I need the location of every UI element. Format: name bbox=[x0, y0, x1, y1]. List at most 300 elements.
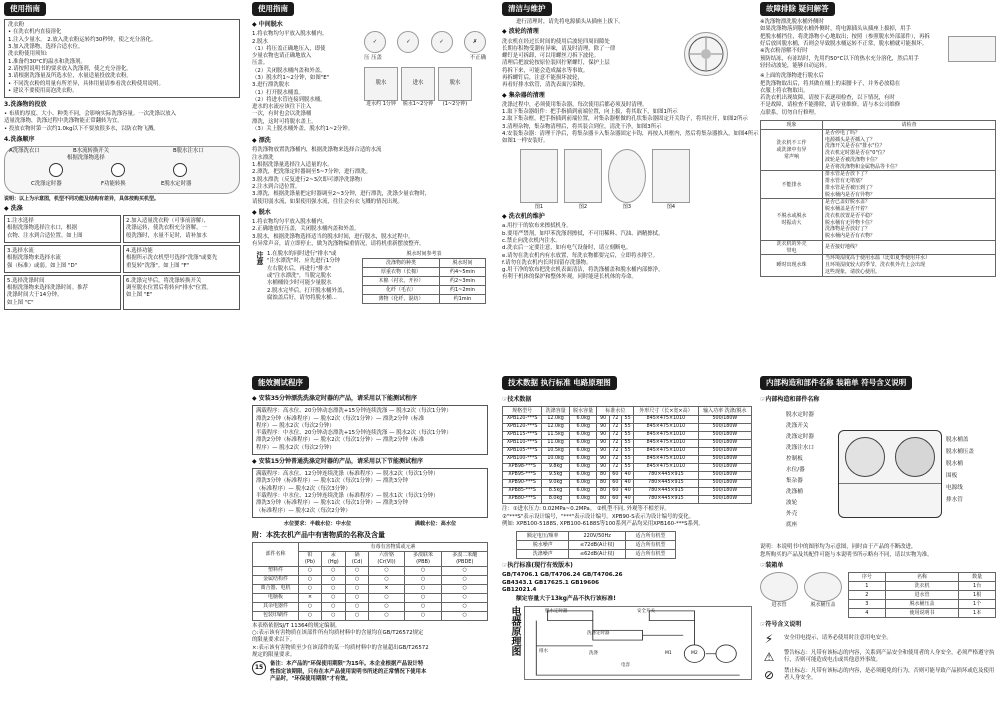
text-line: 半载程序：中水位、20分钟动态漂洗+15分钟连续洗涤 — 脱水2次（每次1分钟） bbox=[256, 430, 452, 437]
table-cell: 离合器、电机 bbox=[253, 584, 299, 593]
table-cell: ○ bbox=[345, 584, 369, 593]
care-body bbox=[502, 223, 746, 281]
table-cell: 金属结构件 bbox=[253, 575, 299, 584]
text-line: 2.取下集杂框，把手指插到前端位置，对集杂器框做的孔状集杂器固定开关钩子，将其拉开，如图2所示 bbox=[502, 116, 748, 123]
text-line: 如图1一样安装好。 bbox=[502, 138, 549, 145]
table-cell: ○ bbox=[369, 611, 404, 620]
table-cell: ○ bbox=[369, 602, 404, 611]
text-line: 把洗涤物取出后，将其做在桶上的束腰卡子，并务必放稳在 bbox=[760, 80, 901, 87]
filter-figures bbox=[520, 149, 746, 203]
table-cell: 500/180W bbox=[698, 456, 751, 464]
lid-icons bbox=[364, 31, 486, 53]
spec-col: 标准水位 bbox=[597, 407, 634, 416]
motor-label: M1 bbox=[665, 650, 672, 656]
text-line: 或"注水漂洗"。当脱完脱水 bbox=[267, 273, 332, 280]
table-row bbox=[761, 255, 996, 276]
spin-body bbox=[252, 219, 486, 248]
table-cell: 11.0kg bbox=[542, 440, 570, 448]
table-cell: ○ bbox=[404, 602, 442, 611]
table-cell: ○ bbox=[345, 593, 369, 602]
table-cell: 72 bbox=[609, 464, 621, 472]
structure-figure bbox=[760, 406, 996, 542]
press-lid-icon bbox=[804, 572, 842, 602]
table-cell: 780×445×915 bbox=[634, 472, 698, 480]
spin-caption: (1~2分钟) bbox=[442, 100, 468, 107]
program-title: ◆ 安装35分钟漂洗洗涤定时器的产品，请采用以下能测试程序 bbox=[252, 395, 418, 403]
circuit-label: 排水 bbox=[539, 648, 548, 654]
table-cell: 不脱水或脱水 时振动大 bbox=[761, 199, 823, 241]
text-line: （1）将压盖正确地压入，即使 bbox=[252, 45, 326, 52]
table-cell: 6.0kg bbox=[569, 456, 597, 464]
text-line: ※洗涤物漂洗脱水桶外侧时 bbox=[760, 19, 824, 26]
table-cell: 6.0kg bbox=[569, 424, 597, 432]
pack-label: 进水管 bbox=[771, 601, 787, 608]
text-line: ※上面的洗涤物进行脱水后 bbox=[760, 73, 824, 80]
table-cell: XPB80-***S bbox=[503, 496, 542, 504]
part-label: 脱水定时器 bbox=[786, 412, 814, 419]
text-line: 洗衣粉 bbox=[8, 22, 25, 29]
warning-triangle-icon: ⚠ bbox=[763, 650, 775, 665]
part-label: 洗涤定时器 bbox=[786, 434, 814, 441]
spec-col: 外形尺寸（长×宽×高） bbox=[634, 407, 698, 416]
text-line: 3.漂洗，根据洗涤量把定时器调至2~3分钟，进行漂洗，洗涤少量衣物时， bbox=[252, 191, 431, 198]
rinse-title: ◆ 漂洗 bbox=[252, 137, 271, 145]
table-cell: ≤72dB(A计权) bbox=[569, 541, 625, 550]
detergent-box bbox=[4, 19, 240, 98]
flow-switch-icon[interactable] bbox=[111, 163, 125, 177]
filter-title: ◆ 集杂器的清理 bbox=[502, 91, 545, 99]
text-line: 预防结冻，有冻结时，先用约50°C以下的热水充分溶化，然后用手 bbox=[760, 55, 919, 62]
panel-label: A洗涤洗衣口 bbox=[9, 148, 40, 155]
text-line: 适量洗涤物，洗涤过程中洗涤物能正常翻转为宜。 bbox=[4, 118, 123, 125]
text-line: b.要用严禁剂，如甲苯洗涤剂擦拭，不可用稀料、汽油、酒精擦拭。 bbox=[502, 230, 664, 237]
table-cell: 约2~3min bbox=[439, 276, 485, 285]
table-cell: ○ bbox=[404, 611, 442, 620]
table-cell: 6.0kg bbox=[569, 496, 597, 504]
text-line: 轻轻动波轮，能够自动运转。 bbox=[760, 62, 831, 69]
section-header: 使用指南 bbox=[4, 2, 46, 16]
text-line: GB/T4706.1 GB/T4706.24 GB/T4706.26 bbox=[502, 572, 623, 579]
spec-col: 输入功率 洗涤/脱水 bbox=[698, 407, 751, 416]
table-cell: 55 bbox=[621, 424, 633, 432]
packing-table bbox=[848, 572, 996, 618]
table-cell: ○ bbox=[369, 575, 404, 584]
table-row bbox=[503, 488, 752, 496]
table-row bbox=[761, 199, 996, 241]
text-line: • 在洗衣机内直接溶化 bbox=[8, 29, 62, 36]
table-cell: × bbox=[299, 593, 322, 602]
text-line: 长期存积物受潮有异味，请及时清理，除了一律 bbox=[502, 45, 616, 52]
lid-correct-icon: ✓ bbox=[397, 31, 419, 53]
text-line: 1.准备约30°C的温水和洗涤剂。 bbox=[8, 58, 86, 65]
table-cell: 500/180W bbox=[698, 432, 751, 440]
table-row bbox=[503, 416, 752, 424]
table-cell: 72 bbox=[609, 432, 621, 440]
structure-note bbox=[760, 544, 996, 559]
pulsator-icon bbox=[684, 32, 728, 76]
table-row bbox=[849, 590, 996, 599]
part-label: 外壳 bbox=[786, 511, 798, 518]
hazard-notes bbox=[252, 623, 488, 659]
text-line: 洗衣机在经过长时间的使用后波轮四周间隙处 bbox=[502, 38, 610, 45]
table-row bbox=[503, 480, 752, 488]
section-header: 内部构造和部件名称 装箱单 符号含义说明 bbox=[760, 376, 912, 390]
section-header: 技术数据 执行标准 电路原理图 bbox=[502, 376, 617, 390]
table-row bbox=[761, 171, 996, 199]
text-line: 有异常声音，请立即停止，做为洗涤物偏重情况，请将机重新摆放整齐。 bbox=[252, 240, 425, 247]
table-cell: ○ bbox=[321, 602, 345, 611]
panel-troubleshooting bbox=[760, 2, 996, 352]
spin-title: ◆ 脱水 bbox=[252, 208, 271, 216]
table-cell: XPB110-***S bbox=[503, 440, 542, 448]
wash-step-3: 3.选择水流 根据洗涤物来选择水流 强（标准）或弱。如上图 "D" bbox=[4, 245, 121, 273]
table-cell: XPB120-***S bbox=[503, 416, 542, 424]
spec-notes bbox=[502, 506, 752, 528]
figure-caption: 图2 bbox=[578, 204, 588, 211]
table-cell: ○ bbox=[442, 584, 488, 593]
text-line: 进水的水流应该往下注入 bbox=[252, 104, 312, 111]
part-label: 洗涤桶 bbox=[786, 489, 803, 496]
table-cell: 60 bbox=[609, 488, 621, 496]
table-cell: 40 bbox=[621, 480, 633, 488]
text-line: 例如: XPB100-5188S, XPB100-6188S等100系列产品均采用XPB160-***S系列。 bbox=[502, 520, 704, 527]
text-line: 3.脱水漂洗（反复进行2~3次即可漂净洗涤物） bbox=[252, 176, 366, 183]
table-cell: 55 bbox=[621, 416, 633, 424]
spec-col: 规格型号 bbox=[503, 407, 542, 416]
table-cell: 使用说明书 bbox=[885, 608, 958, 617]
text-line: 好后放回脱水桶，否则会导致脱水桶运转不正常，脱水桶就可能损坏。 bbox=[760, 41, 928, 48]
table-cell: 55 bbox=[621, 464, 633, 472]
table-cell: 6.0kg bbox=[569, 448, 597, 456]
table-cell: ○ bbox=[321, 584, 345, 593]
pack-col: 序号 bbox=[849, 572, 886, 581]
table-cell: 厚重衣物（长棉） bbox=[363, 267, 440, 276]
text-line: f.请勿在洗衣机内长时间留存洗涤物。 bbox=[502, 259, 592, 266]
text-line: ②"***S"表示设计编号，"***"表示设计编号。XPB90-S表示为设计编号的变化。 bbox=[502, 513, 694, 520]
table-cell: ○ bbox=[321, 566, 345, 575]
table-cell: 脱水时间 bbox=[439, 258, 485, 267]
part-label: 集杂器 bbox=[786, 478, 803, 485]
text-line: 漂洗2分钟（标准程序）— 脱水2次（每次1分钟）— 漂洗2分钟（标准 bbox=[256, 437, 425, 444]
panel-label: E脱水定时器 bbox=[161, 181, 192, 188]
text-line: 腐蚀盖后好，请勿将脱水桶... bbox=[267, 294, 337, 301]
table-cell: ○ bbox=[299, 602, 322, 611]
table-cell: 洗涤物的种类 bbox=[363, 258, 440, 267]
circuit-diagram bbox=[524, 606, 752, 680]
table-row bbox=[849, 608, 996, 617]
program-box-35 bbox=[252, 405, 488, 455]
caution-label: 注意 bbox=[256, 251, 264, 266]
pack-col: 数量 bbox=[959, 572, 996, 581]
text-line: 程序）— 脱水2次（每次2分钟） bbox=[256, 422, 335, 429]
text-line: 备注：本产品的"环保使用期限"为15年。本企业根据产品设计特 bbox=[270, 661, 424, 668]
control-panel-figure bbox=[4, 146, 240, 194]
table-row bbox=[517, 532, 676, 541]
hazard-title: 附：本洗衣机产品中有害物质的名称及含量 bbox=[252, 530, 385, 539]
table-row bbox=[363, 276, 486, 285]
table-row bbox=[503, 440, 752, 448]
text-line: 漂洗2分钟（标准程序）— 脱水2次（每次1分钟）— 漂洗2分钟（标准 bbox=[256, 415, 425, 422]
table-cell: 适合所有机型 bbox=[625, 532, 675, 541]
table-cell: 电脑板 bbox=[253, 593, 299, 602]
table-cell: 12.0kg bbox=[542, 416, 570, 424]
power-noise-table bbox=[516, 531, 676, 559]
hazard-caption: 有毒有害物质或元素 bbox=[299, 543, 488, 552]
filter-body bbox=[502, 101, 759, 146]
table-cell: 薄物（化纤、混纺） bbox=[363, 294, 440, 303]
electric-warning-icon: ⚡ bbox=[764, 632, 774, 646]
part-label: 控制板 bbox=[786, 456, 803, 463]
table-cell: 适合所有机型 bbox=[625, 550, 675, 559]
table-cell: 72 bbox=[609, 416, 621, 424]
table-cell: 90 bbox=[597, 424, 609, 432]
hazard-col: 多溴联苯 (PBB) bbox=[404, 552, 442, 567]
table-cell: 塑料件 bbox=[253, 566, 299, 575]
hazard-col: 多溴二苯醚 (PBDE) bbox=[442, 552, 488, 567]
text-line: 请使用弱水流，如果使用强水流，往往会有衣飞溅的情况出现。 bbox=[252, 198, 403, 205]
text-line: 3.脱水，根据洗涤物选择适当的脱水时间，进行脱水，脱水过程中， bbox=[252, 233, 414, 240]
table-cell: 780×445×915 bbox=[634, 480, 698, 488]
pack-label: 脱水桶压盖 bbox=[810, 601, 836, 608]
table-cell: 55 bbox=[621, 432, 633, 440]
table-cell: 55 bbox=[621, 448, 633, 456]
washer-body-icon bbox=[838, 430, 942, 518]
water-level-half: 水位要求：半载水位：中水位 bbox=[283, 520, 352, 527]
table-cell: ○ bbox=[345, 566, 369, 575]
eco-period-badge-icon: 15 bbox=[252, 661, 266, 675]
panel-label: C洗涤定时器 bbox=[31, 181, 62, 188]
symbol-text: 禁止标志：凡带有该标志的内容，是必须避免的行为，否则可能导致产品损坏或危及使用者人身安全。 bbox=[784, 668, 995, 682]
table-cell: ○ bbox=[442, 611, 488, 620]
part-label: 围板 bbox=[946, 473, 958, 480]
panel-usage-guide-1 bbox=[4, 2, 240, 306]
spin-flow-figure bbox=[364, 67, 486, 101]
text-line: • 不同洗衣粉的用量有所差异，具体用量请参看洗衣粉使用说明。 bbox=[8, 80, 164, 87]
filter-figure-icon bbox=[564, 149, 602, 203]
wash-steps bbox=[4, 215, 240, 310]
table-cell: 约1~2min bbox=[439, 285, 485, 294]
text-line: 漂洗，这时可将脱水盖上。 bbox=[252, 118, 317, 125]
table-cell: ○ bbox=[404, 584, 442, 593]
table-row bbox=[363, 258, 486, 267]
table-cell: 60 bbox=[609, 472, 621, 480]
program-title: ◆ 安装15分钟普通洗涤定时器的产品，请采用以下节能测试程序 bbox=[252, 458, 424, 465]
text-line: 将洗涤物放置洗涤桶内，根据洗涤物来选择合适的水流 bbox=[252, 147, 382, 154]
lid-wrong-icon: ✗ bbox=[464, 31, 486, 53]
table-cell: 845×475×1010 bbox=[634, 448, 698, 456]
panel-usage-guide-2 bbox=[252, 2, 486, 352]
table-cell: 排水管是否放下了？ 排水管有无堵塞？ 排水管是否被压到了？ 脱水桶内是否有异物？ bbox=[823, 171, 996, 199]
table-cell: 55 bbox=[621, 456, 633, 464]
table-row bbox=[849, 581, 996, 590]
table-cell: 80 bbox=[597, 496, 609, 504]
part-label: 底座 bbox=[786, 522, 798, 529]
table-cell: XPB120-***S bbox=[503, 424, 542, 432]
wash-step-5: 5.选择洗涤时间 根据洗涤物来选择洗涤时间。推荐 洗涤时间大于14分钟。 如上图 "C" bbox=[4, 275, 121, 310]
section-header: 能效测试程序 bbox=[252, 376, 309, 390]
table-cell: 40 bbox=[621, 472, 633, 480]
table-cell: ○ bbox=[299, 584, 322, 593]
table-cell: 木棉（衬衣、开衫） bbox=[363, 276, 440, 285]
table-cell: 60 bbox=[609, 480, 621, 488]
text-line: 您所购买的产品及其配件可能与本说明书所示略有不同，请以实物为准。 bbox=[760, 551, 933, 558]
table-cell: 6.0kg bbox=[569, 432, 597, 440]
table-cell: ○ bbox=[404, 566, 442, 575]
table-cell: 是否已盖好脱水盖？ 脱水桶盖是否开着？ 洗衣机放置是否平稳？ 脱水桶有无异物卡住？ 洗涤物是否放好了？ 脱水桶内是否有衣物？ bbox=[823, 199, 996, 241]
circuit-label: 安全开关 bbox=[637, 608, 655, 614]
text-line: 不是故障，请检查不能排除，请专业维修。请与本公司维修 bbox=[760, 102, 901, 109]
circuit-label: 电容 bbox=[621, 662, 630, 668]
table-cell: XPB95-***S bbox=[503, 472, 542, 480]
table-cell: 72 bbox=[609, 440, 621, 448]
panel-energy-test bbox=[252, 376, 488, 708]
text-line: 1.在脱水的同时进行"排水"或 bbox=[267, 251, 337, 258]
mid-spin-title: ◆ 中间脱水 bbox=[252, 21, 283, 29]
table-cell: 845×475×1010 bbox=[634, 464, 698, 472]
text-line: 半载程序：中水位、12分钟连续洗涤（标准程序）— 脱水1次（每次1分钟） bbox=[256, 492, 439, 499]
timer-knob-icon[interactable] bbox=[49, 163, 63, 177]
motor-label: M2 bbox=[691, 650, 698, 656]
table-cell: ○ bbox=[442, 593, 488, 602]
table-cell: 780×445×915 bbox=[634, 488, 698, 496]
table-cell: ○ bbox=[404, 593, 442, 602]
spin-timer-knob-icon[interactable] bbox=[173, 163, 187, 177]
table-cell: 55 bbox=[621, 440, 633, 448]
spec-col: 洗涤容量 bbox=[542, 407, 570, 416]
table-cell: 是否接好地线？ bbox=[823, 240, 996, 255]
text-line: 若洗衣机出现故障，请按下表逐项检查，以下情况，有时 bbox=[760, 95, 895, 102]
text-line: 漂洗3分钟（标准程序）— 脱水1次（每次1分钟）— 漂洗3分钟 bbox=[256, 500, 408, 507]
text-line: d.洗衣后一定要注意，如有电气设备时，请立刻断电。 bbox=[502, 245, 632, 252]
spin-caption: 进水约 1分钟 bbox=[366, 100, 396, 107]
table-cell: 6.0kg bbox=[569, 440, 597, 448]
text-line: 水桶桶较少时可能少量脱水 bbox=[267, 280, 332, 287]
rinse-body bbox=[252, 147, 486, 205]
text-line: 2.脱水 bbox=[252, 38, 268, 45]
table-cell: 当环境湿度高于使用水温（比如夏季使用井水） 且环境湿度较大的季节，洗衣机外壳上会出现 这些现象，请放心使用。 bbox=[823, 255, 996, 276]
table-cell: 睡时出现水珠 bbox=[761, 255, 823, 276]
text-line: 有利于机体的保护和整体外观，同时能延长机体的寿命。 bbox=[502, 274, 637, 281]
table-cell: 1台 bbox=[959, 581, 996, 590]
panel-label: B水流转换开关 bbox=[73, 148, 110, 155]
table-cell: ≤62dB(A计权) bbox=[569, 550, 625, 559]
table-cell: 进水管 bbox=[885, 590, 958, 599]
table-cell: 1 bbox=[849, 581, 886, 590]
circuit-label: 脱水定时器 bbox=[545, 608, 568, 614]
text-line: 左右脱水后，再进行"排水" bbox=[267, 265, 332, 272]
table-cell: 80 bbox=[597, 472, 609, 480]
table-cell: ○ bbox=[345, 575, 369, 584]
text-line: GB4343.1 GB17625.1 GB19606 bbox=[502, 579, 599, 586]
table-cell: ○ bbox=[369, 566, 404, 575]
table-cell: 40 bbox=[621, 496, 633, 504]
text-line: 3.请根据洗涤量及所选水位，水量适量投放洗衣粉。 bbox=[8, 73, 132, 80]
table-cell: 40 bbox=[621, 488, 633, 496]
hose-icon bbox=[760, 572, 798, 602]
caution-area bbox=[252, 251, 486, 304]
lid-offset-icon: ✓ bbox=[431, 31, 453, 53]
text-line: 的限量要求以下。 bbox=[252, 637, 296, 644]
section-header: 使用指南 bbox=[252, 2, 294, 16]
wash-title: ◆ 洗涤 bbox=[4, 204, 23, 212]
table-cell: 洗衣机不工作 或洗涤中有异 常声响 bbox=[761, 129, 823, 171]
table-cell: 500/180W bbox=[698, 480, 751, 488]
text-line: （3）脱水约1~2分钟，如图"E" bbox=[252, 75, 330, 81]
table-cell: 90 bbox=[597, 448, 609, 456]
table-header: 请检查 bbox=[823, 120, 996, 129]
table-cell: 10.0kg bbox=[542, 456, 570, 464]
text-line: （标准程序）— 脱水2次（每次3分钟） bbox=[256, 485, 351, 492]
part-label: 水位/器 bbox=[786, 467, 805, 474]
text-line: ○:表示该有害物质在该部件所有均质材料中的含量均在GB/T26572规定 bbox=[252, 630, 424, 637]
spin-tub-icon: 脱水 bbox=[438, 67, 472, 101]
table-row bbox=[363, 267, 486, 276]
text-line: 规定的限量要求。 bbox=[252, 652, 296, 659]
table-cell: 洗衣机 bbox=[885, 581, 958, 590]
lid-label: 压 压盖 bbox=[364, 55, 382, 62]
text-line: 1.将衣物均匀平放入脱水桶内。 bbox=[252, 218, 328, 225]
caution-body bbox=[267, 251, 359, 304]
section-title: 3.洗涤物的投放 bbox=[4, 101, 47, 109]
table-row bbox=[517, 550, 676, 559]
table-cell: 845×475×1010 bbox=[634, 416, 698, 424]
table-cell: 72 bbox=[609, 456, 621, 464]
text-line: 1.取下集杂器组件：把手指插到前端位置，向上拔，将其取下，如图1所示 bbox=[502, 108, 678, 115]
text-line: 1.根据洗涤量选择注入适量的水。 bbox=[252, 162, 333, 169]
table-cell: 2 bbox=[849, 590, 886, 599]
table-cell: 额定电压/频率 bbox=[517, 532, 569, 541]
table-cell: 80 bbox=[597, 488, 609, 496]
table-cell: XPB90-***S bbox=[503, 480, 542, 488]
table-cell: 4 bbox=[849, 608, 886, 617]
panel-label: B脱水注水口 bbox=[173, 148, 204, 155]
mid-spin-steps bbox=[252, 31, 360, 133]
filter-figure-icon bbox=[608, 149, 646, 203]
pack-col: 名称 bbox=[885, 572, 958, 581]
filter-figure-icon bbox=[520, 149, 558, 203]
table-row bbox=[253, 602, 488, 611]
spin-time-table bbox=[362, 258, 486, 304]
filter-figure-icon bbox=[652, 149, 690, 203]
table-cell: 1根 bbox=[959, 590, 996, 599]
hazard-col: 部件名称 bbox=[253, 543, 299, 567]
text-line: 2.漂洗，把洗涤定时器调至5~7分钟，进行漂洗。 bbox=[252, 169, 371, 176]
section-body bbox=[4, 111, 240, 133]
text-line: 1.注入少量水。 2.放入洗衣粉运转约30秒钟，使之充分溶化。 bbox=[8, 36, 157, 43]
table-cell: XPB100-***S bbox=[503, 456, 542, 464]
text-line: 如果洗涤物落到脱水桶外侧时，将电源插头从插座上拔掉，用手 bbox=[760, 26, 911, 33]
text-line: 一次，有时也会以洗涤桶 bbox=[252, 111, 312, 118]
text-line: （1）打开脱水桶盖。 bbox=[252, 89, 304, 96]
wash-step-2: 2.加入适量洗衣粉（可事前溶解）， 洗涤运转，使洗衣粉充分溶解，一 般洗涤时，水量不足时，请补加水 bbox=[123, 215, 240, 243]
table-cell: XPB115-***S bbox=[503, 432, 542, 440]
table-cell: ○ bbox=[345, 611, 369, 620]
table-row bbox=[253, 566, 488, 575]
table-cell: 1本 bbox=[959, 608, 996, 617]
table-row bbox=[503, 424, 752, 432]
circuit-label: 洗涤定时器 bbox=[587, 630, 610, 636]
panel-label: F功能转换 bbox=[101, 181, 126, 188]
table-cell: 不能排水 bbox=[761, 171, 823, 199]
table-cell: 90 bbox=[597, 456, 609, 464]
water-level-full: 满载水位：高水位 bbox=[414, 520, 457, 527]
table-cell: ○ bbox=[345, 602, 369, 611]
table-cell: 8.0kg bbox=[542, 496, 570, 504]
table-cell: 6.0kg bbox=[569, 472, 597, 480]
text-line: 注：①进水压力: 0.02MPa~0.2MPa。 ②机型不同, 外观等不相差异。 bbox=[502, 506, 670, 513]
spin-time-table-title: 脱水时间参考表 bbox=[406, 251, 442, 258]
table-cell: 6.0kg bbox=[569, 416, 597, 424]
